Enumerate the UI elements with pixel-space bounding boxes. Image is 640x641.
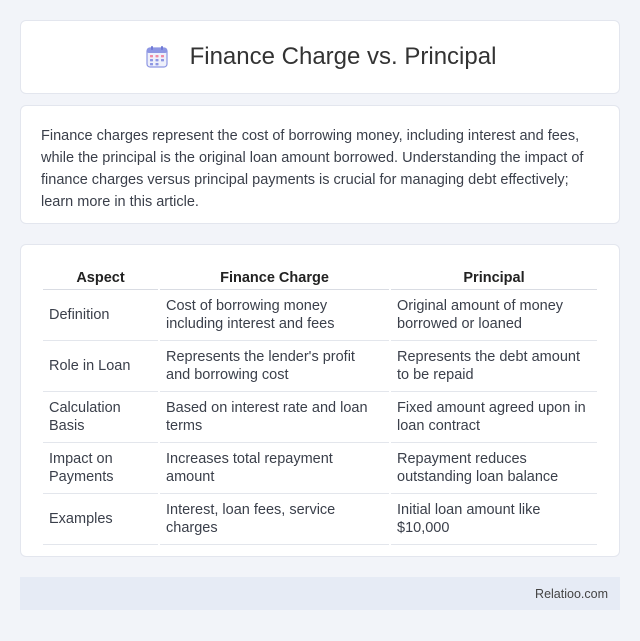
column-header-finance-charge: Finance Charge xyxy=(160,267,389,290)
aspect-cell: Examples xyxy=(43,494,158,545)
aspect-cell: Definition xyxy=(43,290,158,341)
intro-card xyxy=(20,105,620,224)
table-row xyxy=(43,290,597,341)
finance-charge-cell: Increases total repayment amount xyxy=(160,443,389,494)
table-row xyxy=(43,341,597,392)
table-row xyxy=(43,494,597,545)
finance-charge-cell: Interest, loan fees, service charges xyxy=(160,494,389,545)
table-header-row xyxy=(43,267,597,290)
finance-charge-cell: Based on interest rate and loan terms xyxy=(160,392,389,443)
title-card xyxy=(20,20,620,94)
table-row xyxy=(43,443,597,494)
comparison-table-card xyxy=(20,244,620,557)
page-title: Finance Charge vs. Principal xyxy=(189,43,497,70)
principal-cell: Initial loan amount like $10,000 xyxy=(391,494,597,545)
footer xyxy=(20,577,620,610)
principal-cell: Original amount of money borrowed or loaned xyxy=(391,290,597,341)
aspect-cell: Calculation Basis xyxy=(43,392,158,443)
finance-charge-cell: Represents the lender's profit and borrowing cost xyxy=(160,341,389,392)
finance-charge-cell: Cost of borrowing money including interest and fees xyxy=(160,290,389,341)
footer-brand[interactable]: Relatioo.com xyxy=(535,586,608,601)
principal-cell: Repayment reduces outstanding loan balance xyxy=(391,443,597,494)
column-header-principal: Principal xyxy=(391,267,597,290)
principal-cell: Represents the debt amount to be repaid xyxy=(391,341,597,392)
calendar-icon xyxy=(144,44,170,70)
column-header-aspect: Aspect xyxy=(43,267,158,290)
intro-paragraph: Finance charges represent the cost of borrowing money, including interest and fees, while the principal is the original loan amount borrowed. Understanding the impact of finance charges versus principal payments is crucial for managing debt effectively; learn more in this article. xyxy=(41,128,584,210)
comparison-table xyxy=(41,267,599,545)
aspect-cell: Impact on Payments xyxy=(43,443,158,494)
table-row xyxy=(43,392,597,443)
principal-cell: Fixed amount agreed upon in loan contract xyxy=(391,392,597,443)
aspect-cell: Role in Loan xyxy=(43,341,158,392)
